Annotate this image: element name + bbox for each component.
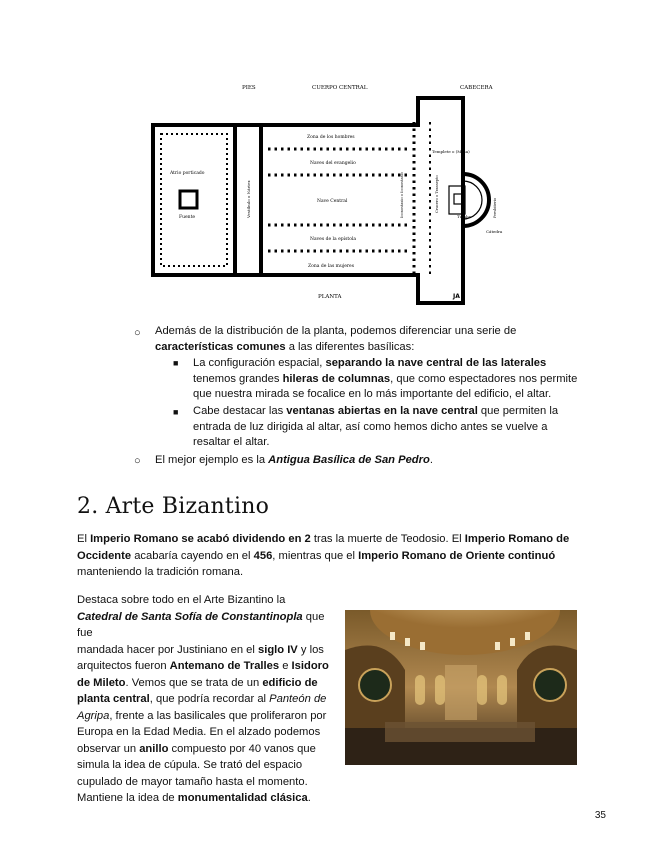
plan-label-pies: PIES [242,85,256,91]
intro-paragraph: El Imperio Romano se acabó dividendo en 2 tras la muerte de Teodosio. El Imperio Romano de Occidente acabaría cayendo en el 456, mientras que el Imperio Romano de Oriente continuó manteniendo la tradición romana. [77,533,570,578]
fountain [180,191,197,208]
plan-label-nave-evangelio: Naves del evangelio [310,161,356,166]
basilica-floor-plan [150,78,515,313]
section-heading: 2. Arte Bizantino [77,494,270,519]
plan-label-presbiterio: Presbiterio [493,197,497,218]
plan-stamp: JA [453,293,460,300]
nave-colonnades [268,122,430,278]
plan-label-fuente: Fuente [179,215,196,220]
plan-label-nave-central: Nave Central [317,199,348,204]
plan-label-tumba: Tumba [457,214,471,219]
page-number: 35 [594,810,606,821]
atrium-colonnade [161,134,227,266]
plan-label-vestibulo: Vestíbulo o Nártex [246,180,251,218]
plan-label-zona-hombres: Zona de los hombres [307,135,355,140]
bullet-item-best-example: El mejor ejemplo es la Antigua Basílica de San Pedro. [155,454,433,466]
plan-caption: PLANTA [318,294,342,300]
medallion-right [534,669,566,701]
plan-label-atrio: Atrio porticado [170,171,205,176]
bullet-square-icon: ■ [173,358,179,368]
plan-label-nave-epistola: Naves de la epístola [310,237,357,242]
plan-label-iconostasio: Iconostasio o Iconostasio [400,172,404,218]
plan-label-cabecera: CABECERA [460,85,493,91]
bullet-square-icon: ■ [173,407,179,417]
subbullet-spatial: La configuración espacial, separando la nave central de las laterales tenemos grandes hileras de columnas, que como espectadores nos permite que nuestra mirada se focalice en lo más importante del edificio, el altar. [193,357,578,400]
plan-label-zona-mujeres: Zona de las mujeres [308,264,355,269]
atrium-wall [153,125,235,275]
bullet-circle-icon: ○ [134,455,141,467]
bullet-item-characteristics: Además de la distribución de la planta, podemos diferenciar una serie de características comunes a las diferentes basílicas: [155,325,517,353]
subbullet-windows: Cabe destacar las ventanas abiertas en la nave central que permiten la entrada de luz dirigida al altar, así como hemos dicho antes se vuelve a resaltar el altar. [193,405,559,448]
plan-label-catedra: Cátedra [486,229,503,234]
main-body-top-wall [261,98,463,275]
main-body-bottom-wall [261,275,463,303]
medallion-left [359,669,391,701]
plan-label-crucero: Crucero o Transepto [435,175,439,213]
plan-label-templete: Templete o (Mesa) [432,149,470,154]
plan-label-cuerpo-central: CUERPO CENTRAL [312,85,368,91]
hagia-sophia-interior-photo [345,610,577,765]
bullet-circle-icon: ○ [134,327,141,339]
hagia-sophia-paragraph: Destaca sobre todo en el Arte Bizantino la Catedral de Santa Sofía de Constantinopla que fue mandada hacer por Justiniano en el siglo IV y los arquitectos fueron Antemano de Tralles e Isidoro de Mileto. Vemos que se trata de un edificio de planta central, que podría recordar al Panteón de Agripa, frente a las basilicales que proliferaron por Europa en la Edad Media. En el alzado podemos observar un anillo compuesto por 40 vanos que simula la idea de cúpula. Se trató del espacio cupulado de mayor tamaño hasta el momento. Mantiene la idea de monumentalidad clásica. [77,594,329,804]
